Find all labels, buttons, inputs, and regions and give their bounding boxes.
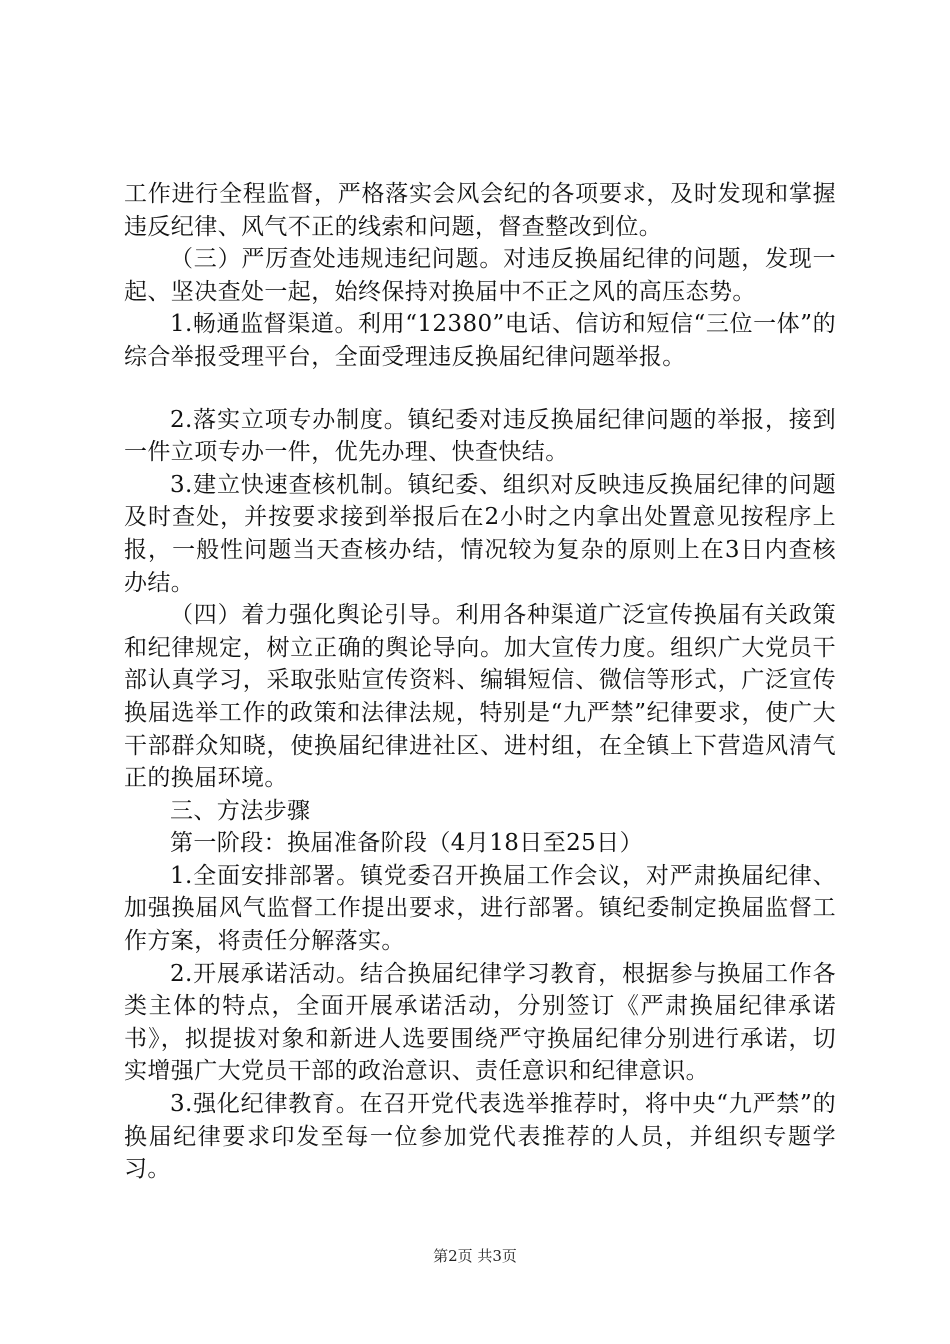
paragraph-section-3: （三）严厉查处违规违纪问题。对违反换届纪律的问题，发现一起、坚决查处一起，始终保持对换届中不正之风的高压态势。 <box>124 246 836 305</box>
document-body <box>124 178 836 1186</box>
paragraph-item-1: 1.畅通监督渠道。利用“12380”电话、信访和短信“三位一体”的综合举报受理平台，全面受理违反换届纪律问题举报。 <box>124 311 836 370</box>
paragraph-item-3: 3.建立快速查核机制。镇纪委、组织对反映违反换届纪律的问题及时查处，并按要求接到举报后在2小时之内拿出处置意见按程序上报，一般性问题当天查核办结，情况较为复杂的原则上在3日内查核办结。 <box>124 471 836 596</box>
heading-phase-1: 第一阶段：换届准备阶段（4月18日至25日） <box>170 830 643 857</box>
paragraph-section-4: （四）着力强化舆论引导。利用各种渠道广泛宣传换届有关政策和纪律规定，树立正确的舆论导向。加大宣传力度。组织广大党员干部认真学习，采取张贴宣传资料、编辑短信、微信等形式，广泛宣传换届选举工作的政策和法律法规，特别是“九严禁”纪律要求，使广大干部群众知晓，使换届纪律进社区、进村组，在全镇上下营造风清气正的换届环境。 <box>124 602 836 792</box>
heading-method-steps: 三、方法步骤 <box>170 797 311 824</box>
paragraph-continuation: 工作进行全程监督，严格落实会风会纪的各项要求，及时发现和掌握违反纪律、风气不正的线索和问题，督查整改到位。 <box>124 181 836 240</box>
paragraph-phase1-item-2: 2.开展承诺活动。结合换届纪律学习教育，根据参与换届工作各类主体的特点，全面开展承诺活动，分别签订《严肃换届纪律承诺书》，拟提拔对象和新进人选要围绕严守换届纪律分别进行承诺，切实增强广大党员干部的政治意识、责任意识和纪律意识。 <box>124 960 836 1085</box>
page-footer <box>0 1246 950 1266</box>
paragraph-phase1-item-1: 1.全面安排部署。镇党委召开换届工作会议，对严肃换届纪律、加强换届风气监督工作提出要求，进行部署。镇纪委制定换届监督工作方案，将责任分解落实。 <box>124 862 836 955</box>
page-indicator: 第2页 共3页 <box>433 1247 517 1265</box>
paragraph-item-2: 2.落实立项专办制度。镇纪委对违反换届纪律问题的举报，接到一件立项专办一件，优先办理、快查快结。 <box>124 406 836 466</box>
paragraph-phase1-item-3: 3.强化纪律教育。在召开党代表选举推荐时，将中央“九严禁”的换届纪律要求印发至每一位参加党代表推荐的人员，并组织专题学习。 <box>124 1091 836 1183</box>
